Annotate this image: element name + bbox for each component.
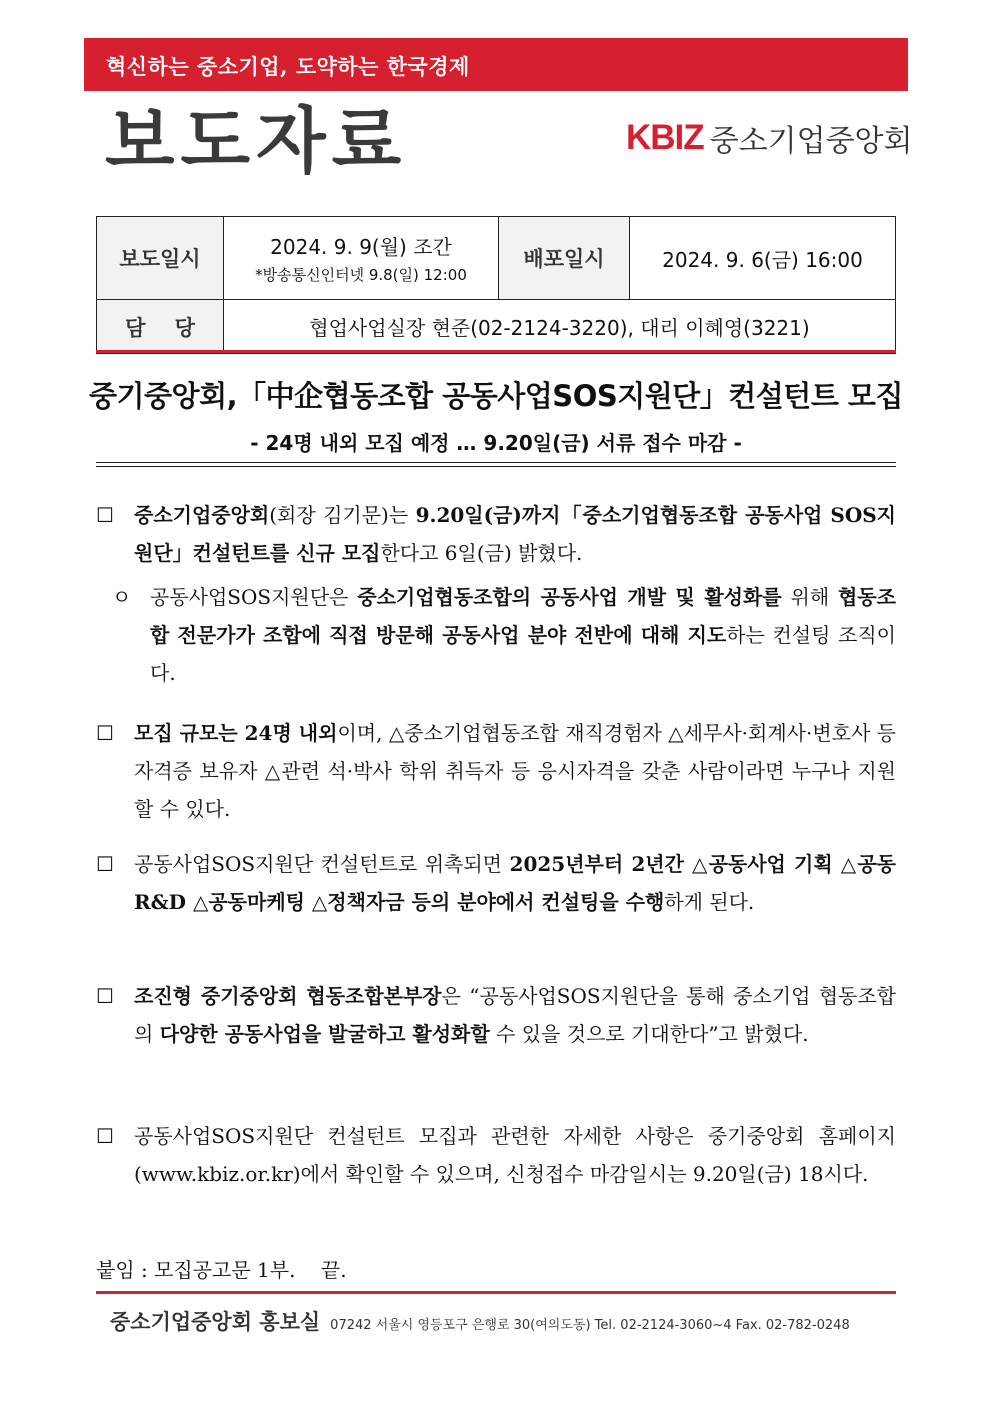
- p3-c: 하게 된다.: [664, 890, 755, 914]
- release-note: *방송통신인터넷 9.8(일) 12:00: [255, 266, 467, 284]
- circle-bullet: ㅇ: [112, 585, 132, 609]
- top-banner: [84, 38, 908, 91]
- footer-address: 07242 서울시 영등포구 은행로 30(여의도동) Tel. 02-2124-3060~4 Fax. 02-782-0248: [330, 1318, 850, 1333]
- distribute-date: 2024. 9. 6(금) 16:00: [630, 217, 896, 300]
- paragraph-1-sub: [96, 578, 896, 692]
- paragraph-4: [96, 977, 896, 1053]
- p4-c: 다양한 공동사업을 발굴하고 활성화할: [159, 1022, 490, 1046]
- paragraph-3: [96, 845, 896, 921]
- release-info-table: [96, 216, 896, 354]
- release-date: 2024. 9. 9(월) 조간: [270, 235, 452, 259]
- header-divider: [96, 350, 896, 353]
- p5-a: 공동사업SOS지원단 컨설턴트 모집과 관련한 자세한 사항은 중기중앙회 홈페이지(www.kbiz.or.kr)에서 확인할 수 있으며, 신청접수 마감일시는 9.20일(금) 18시다.: [134, 1124, 896, 1186]
- p1s-a: 공동사업SOS지원단은: [150, 585, 358, 609]
- p4-b: 은 “공동사업SOS지원단을 통해 중소기업 협동조합의: [134, 984, 896, 1046]
- subheadline: - 24명 내외 모집 예정 … 9.20일(금) 서류 접수 마감 -: [250, 431, 742, 455]
- p2-b: 이며, △중소기업협동조합 재직경험자 △세무사·회계사·변호사 등 자격증 보유자 △관련 석·박사 학위 취득자 등 응시자격을 갖춘 사람이라면 누구나 지원할 수 있다.: [134, 721, 897, 821]
- headline-divider: [96, 462, 896, 467]
- p3-a: 공동사업SOS지원단 컨설턴트로 위촉되면: [134, 852, 510, 876]
- footer-divider: [96, 1291, 896, 1294]
- p1-d: 한다고 6일(금) 밝혔다.: [380, 541, 583, 565]
- p2-a: 모집 규모는 24명 내외: [134, 721, 338, 745]
- checkbox-bullet: ☐: [96, 721, 114, 745]
- contact-label: 담 당: [97, 300, 224, 354]
- kbiz-logo: [626, 116, 913, 160]
- p1-a: 중소기업중앙회: [134, 503, 270, 527]
- footer-org: 중소기업중앙회 홍보실: [110, 1310, 321, 1334]
- logo-name: 중소기업중앙회: [709, 124, 913, 159]
- document-title: 보도자료: [105, 99, 408, 183]
- p4-d: 수 있을 것으로 기대한다”고 밝혔다.: [489, 1022, 809, 1046]
- slogan: 혁신하는 중소기업, 도약하는 한국경제: [106, 54, 470, 79]
- logo-mark: KBIZ: [626, 118, 704, 157]
- p4-a: 조진형 중기중앙회 협동조합본부장: [134, 984, 442, 1008]
- p1-c: 9.20일(금)까지「중소기업협동조합 공동사업 SOS지원단」컨설턴트를 신규 모집: [134, 503, 896, 565]
- checkbox-bullet: ☐: [96, 852, 114, 876]
- release-label: 보도일시: [97, 217, 224, 300]
- footer: [110, 1306, 850, 1336]
- p1s-b: 중소기업협동조합의 공동사업 개발 및 활성화를: [357, 585, 782, 609]
- headline: 중기중앙회,「中企협동조합 공동사업SOS지원단」컨설턴트 모집: [89, 379, 903, 413]
- distribute-label: 배포일시: [499, 217, 630, 300]
- p1-b: (회장 김기문)는: [269, 503, 416, 527]
- paragraph-1: [96, 496, 896, 572]
- attachment-note: 붙임 : 모집공고문 1부. 끝.: [96, 1258, 347, 1282]
- release-date-cell: [224, 217, 499, 300]
- checkbox-bullet: ☐: [96, 984, 114, 1008]
- paragraph-2: [96, 714, 896, 828]
- paragraph-5: [96, 1117, 896, 1193]
- p3-b: 2025년부터 2년간 △공동사업 기획 △공동R&D △공동마케팅 △정책자금 등의 분야에서 컨설팅을 수행: [134, 852, 896, 914]
- p1s-c: 위해: [781, 585, 839, 609]
- p1s-d: 협동조합 전문가가 조합에 직접 방문해 공동사업 분야 전반에 대해 지도: [150, 585, 896, 647]
- checkbox-bullet: ☐: [96, 503, 114, 527]
- p1s-e: 하는 컨설팅 조직이다.: [150, 623, 896, 685]
- checkbox-bullet: ☐: [96, 1124, 114, 1148]
- contact-info: 협업사업실장 현준(02-2124-3220), 대리 이혜영(3221): [224, 300, 896, 354]
